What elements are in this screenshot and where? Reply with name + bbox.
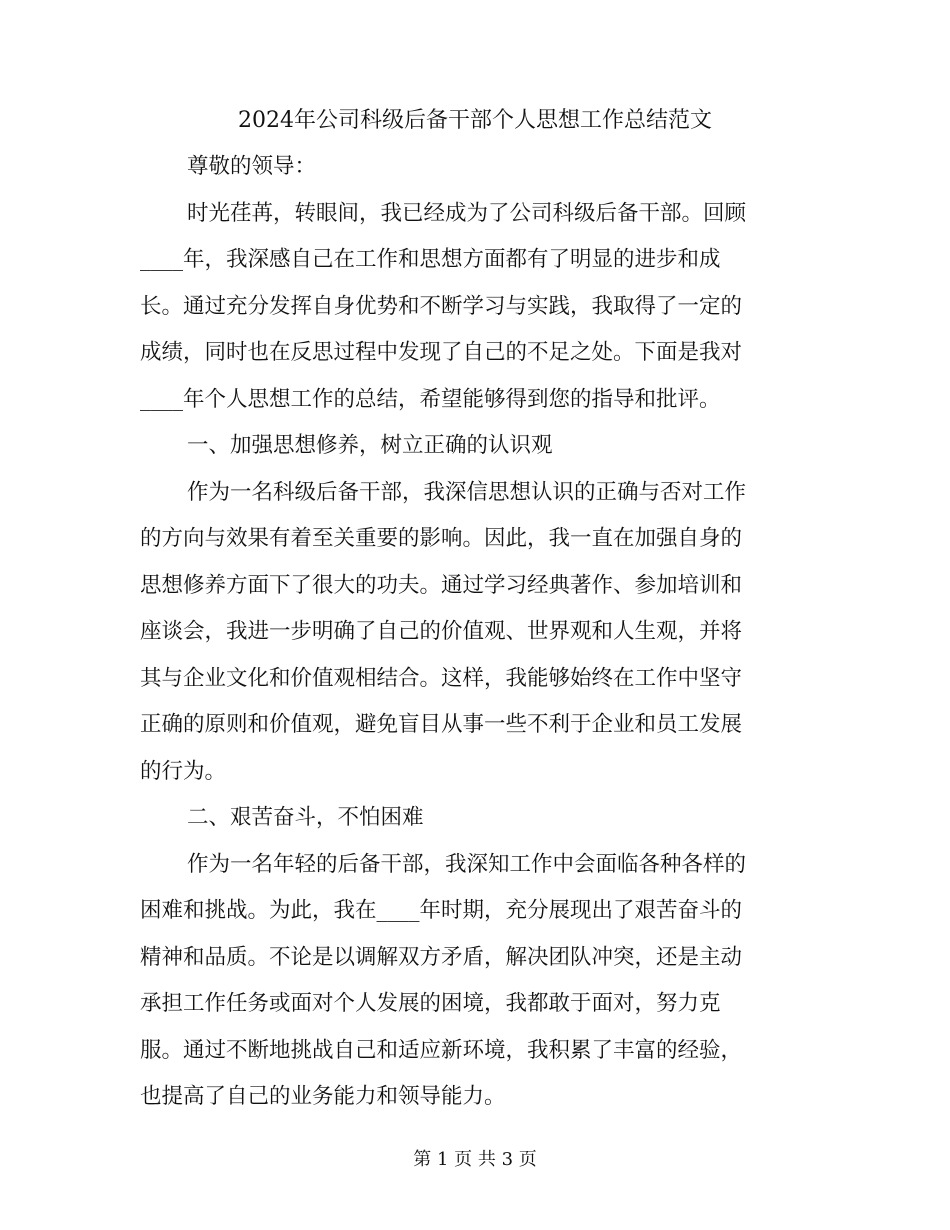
text-line: 的行为。 bbox=[140, 758, 227, 784]
text-line: 困难和挑战。为此，我在____年时期，充分展现出了艰苦奋斗的 bbox=[140, 898, 743, 923]
text-line: ____年个人思想工作的总结，希望能够得到您的指导和批评。 bbox=[140, 386, 721, 412]
document-title: 2024年公司科级后备干部个人思想工作总结范文 bbox=[238, 108, 712, 133]
text-line: 承担工作任务或面对个人发展的困境，我都敢于面对，努力克 bbox=[140, 991, 721, 1016]
text-line: 作为一名科级后备干部，我深信思想认识的正确与否对工作 bbox=[187, 479, 747, 505]
text-line: 正确的原则和价值观，避免盲目从事一些不利于企业和员工发展 bbox=[140, 712, 743, 737]
text-line: 的方向与效果有着至关重要的影响。因此，我一直在加强自身的 bbox=[140, 526, 743, 551]
text-line: 一、加强思想修养，树立正确的认识观 bbox=[187, 433, 553, 458]
text-line: 长。通过充分发挥自身优势和不断学习与实践，我取得了一定的 bbox=[140, 293, 743, 319]
text-line: 服。通过不断地挑战自己和适应新环境，我积累了丰富的经验， bbox=[140, 1037, 743, 1063]
text-line: 也提高了自己的业务能力和领导能力。 bbox=[140, 1084, 506, 1109]
text-line: 尊敬的领导： bbox=[187, 154, 317, 179]
text-line: 思想修养方面下了很大的功夫。通过学习经典著作、参加培训和 bbox=[140, 572, 743, 598]
text-line: 作为一名年轻的后备干部，我深知工作中会面临各种各样的 bbox=[187, 851, 747, 877]
text-line: 座谈会，我进一步明确了自己的价值观、世界观和人生观，并将 bbox=[140, 619, 743, 644]
page-footer: 第 1 页 共 3 页 bbox=[413, 1149, 537, 1170]
text-line: 成绩，同时也在反思过程中发现了自己的不足之处。下面是我对 bbox=[140, 340, 743, 365]
text-line: 时光荏苒，转眼间，我已经成为了公司科级后备干部。回顾 bbox=[187, 200, 747, 226]
text-line: 精神和品质。不论是以调解双方矛盾，解决团队冲突，还是主动 bbox=[140, 944, 743, 970]
text-line: 其与企业文化和价值观相结合。这样，我能够始终在工作中坚守 bbox=[140, 665, 743, 691]
text-line: ____年，我深感自己在工作和思想方面都有了明显的进步和成 bbox=[140, 247, 721, 272]
text-line: 二、艰苦奋斗，不怕困难 bbox=[187, 805, 424, 830]
document-body bbox=[140, 144, 810, 1121]
